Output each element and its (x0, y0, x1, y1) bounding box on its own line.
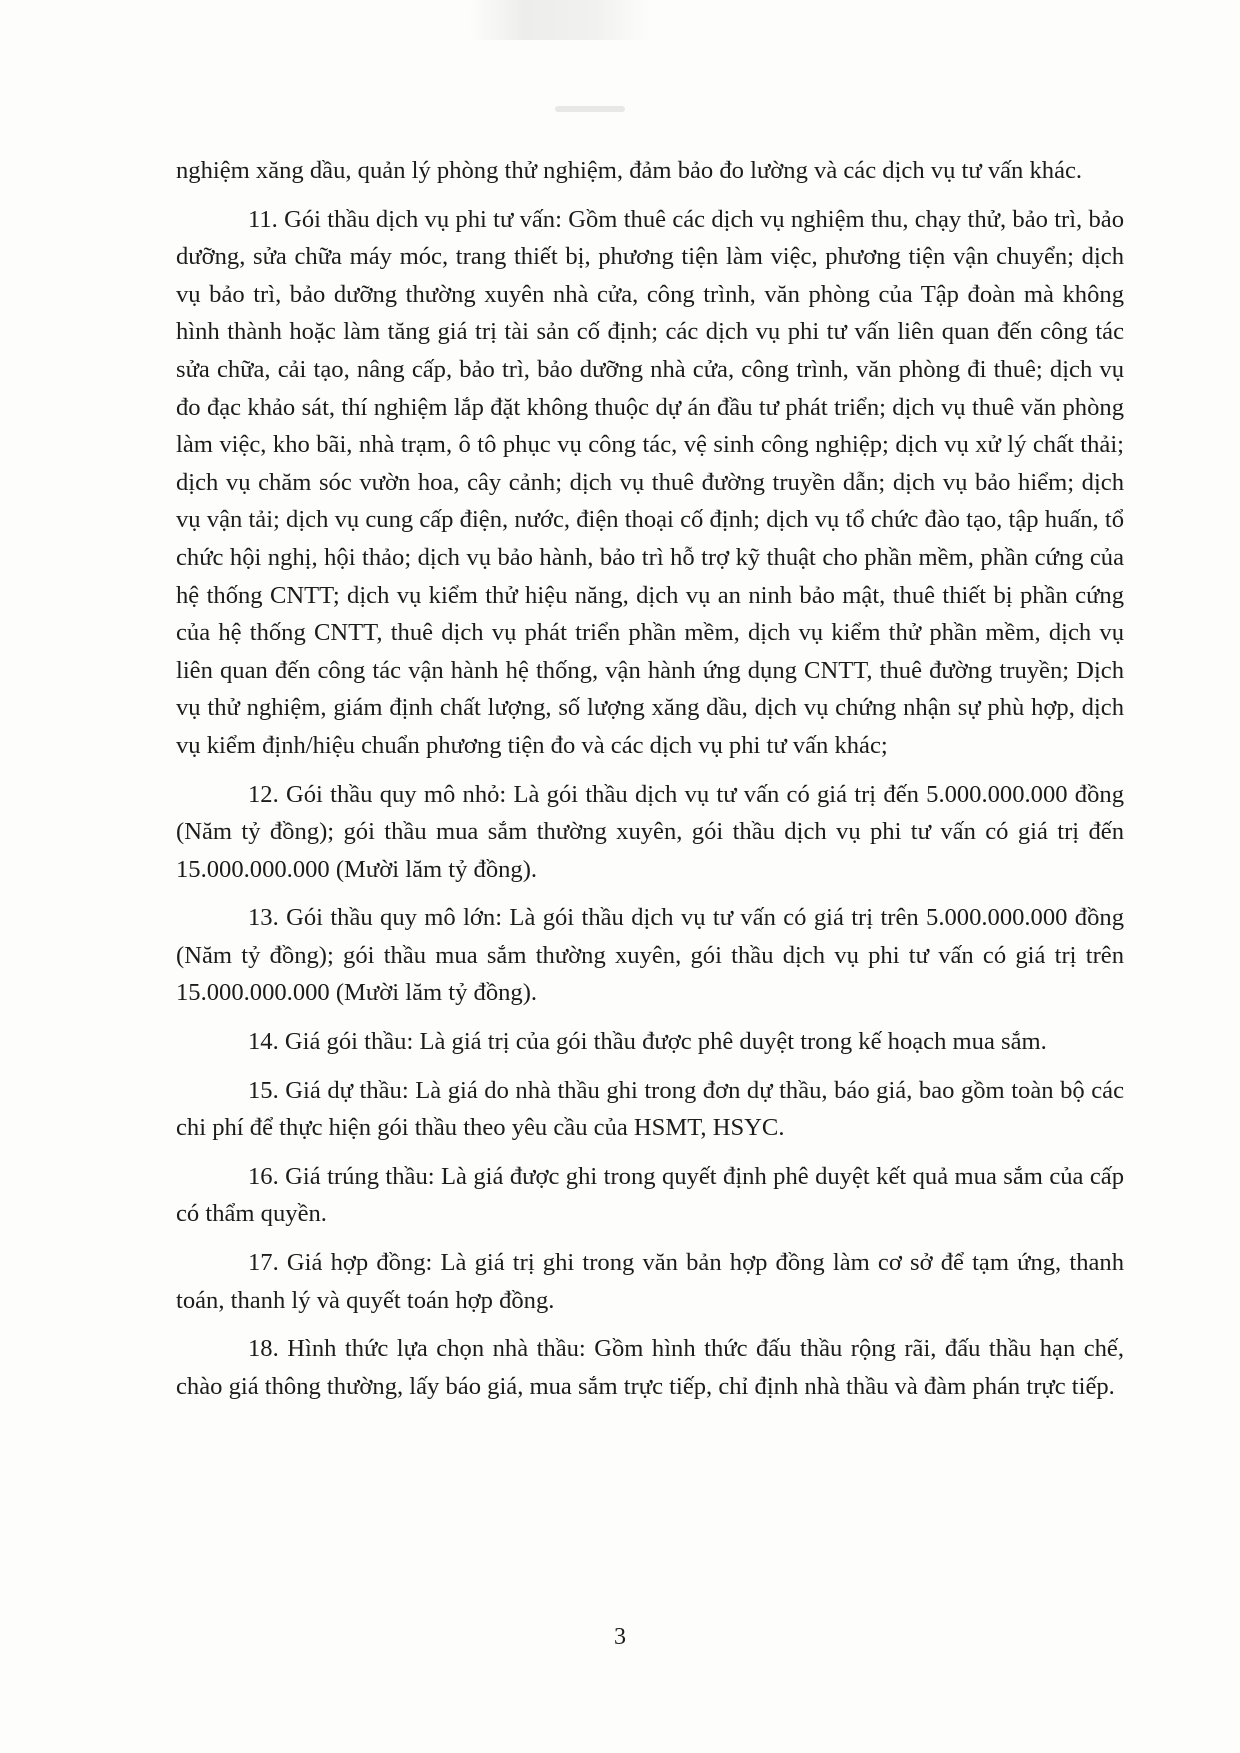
scan-artifact (470, 0, 650, 40)
paragraph-14-package-price: 14. Giá gói thầu: Là giá trị của gói thầu được phê duyệt trong kế hoạch mua sắm. (248, 1028, 1047, 1056)
page-number: 3 (614, 1624, 626, 1650)
paragraph-12-small-scale-package: 12. Gói thầu quy mô nhỏ: Là gói thầu dịch vụ tư vấn có giá trị đến 5.000.000.000 đồng (Năm tỷ đồng); gói thầu mua sắm thường xuyên, gói thầu dịch vụ phi tư vấn có giá trị đến 15.000.000.000 (Mười lăm tỷ đồng). (176, 780, 1124, 883)
paragraph-13-large-scale-package: 13. Gói thầu quy mô lớn: Là gói thầu dịch vụ tư vấn có giá trị trên 5.000.000.000 đồng (Năm tỷ đồng); gói thầu mua sắm thường xuyên, gói thầu dịch vụ phi tư vấn có giá trị trên 15.000.000.000 (Mười lăm tỷ đồng). (176, 904, 1124, 1007)
paragraph-16-winning-price: 16. Giá trúng thầu: Là giá được ghi trong quyết định phê duyệt kết quả mua sắm của cấp có thẩm quyền. (176, 1162, 1124, 1228)
paragraph-11-non-consulting-services: 11. Gói thầu dịch vụ phi tư vấn: Gồm thuê các dịch vụ nghiệm thu, chạy thử, bảo trì, bảo dưỡng, sửa chữa máy móc, trang thiết bị, phương tiện làm việc, phương tiện vận chuyển; dịch vụ bảo trì, bảo dưỡng thường xuyên nhà cửa, công trình, văn phòng của Tập đoàn mà không hình thành hoặc làm tăng giá trị tài sản cố định; các dịch vụ phi tư vấn liên quan đến công tác sửa chữa, cải tạo, nâng cấp, bảo trì, bảo dưỡng nhà cửa, công trình, văn phòng đi thuê; dịch vụ đo đạc khảo sát, thí nghiệm lắp đặt không thuộc dự án đầu tư phát triển; dịch vụ thuê văn phòng làm việc, kho bãi, nhà trạm, ô tô phục vụ công tác, vệ sinh công nghiệp; dịch vụ xử lý chất thải; dịch vụ chăm sóc vườn hoa, cây cảnh; dịch vụ thuê đường truyền dẫn; dịch vụ bảo hiểm; dịch vụ vận tải; dịch vụ cung cấp điện, nước, điện thoại cố định; dịch vụ tổ chức đào tạo, tập huấn, tổ chức hội nghị, hội thảo; dịch vụ bảo hành, bảo trì hỗ trợ kỹ thuật cho phần mềm, phần cứng của hệ thống CNTT; dịch vụ kiểm thử hiệu năng, dịch vụ an ninh bảo mật, thuê thiết bị phần cứng của hệ thống CNTT, thuê dịch vụ phát triển phần mềm, dịch vụ kiểm thử phần mềm, dịch vụ liên quan đến công tác vận hành hệ thống, vận hành ứng dụng CNTT, thuê đường truyền; Dịch vụ thử nghiệm, giám định chất lượng, số lượng xăng dầu, dịch vụ chứng nhận sự phù hợp, dịch vụ kiểm định/hiệu chuẩn phương tiện đo và các dịch vụ phi tư vấn khác; (176, 205, 1124, 759)
paragraph-18-selection-forms: 18. Hình thức lựa chọn nhà thầu: Gồm hình thức đấu thầu rộng rãi, đấu thầu hạn chế, chào giá thông thường, lấy báo giá, mua sắm trực tiếp, chỉ định nhà thầu và đàm phán trực tiếp. (176, 1335, 1124, 1400)
paragraph-continued: nghiệm xăng dầu, quản lý phòng thử nghiệm, đảm bảo đo lường và các dịch vụ tư vấn khác. (176, 157, 1083, 184)
scan-smudge (555, 106, 625, 112)
paragraph-15-bid-price: 15. Giá dự thầu: Là giá do nhà thầu ghi trong đơn dự thầu, báo giá, bao gồm toàn bộ các chi phí để thực hiện gói thầu theo yêu cầu của HSMT, HSYC. (176, 1076, 1124, 1142)
document-body (176, 152, 1124, 1416)
paragraph-17-contract-price: 17. Giá hợp đồng: Là giá trị ghi trong văn bản hợp đồng làm cơ sở để tạm ứng, thanh toán, thanh lý và quyết toán hợp đồng. (176, 1249, 1124, 1314)
